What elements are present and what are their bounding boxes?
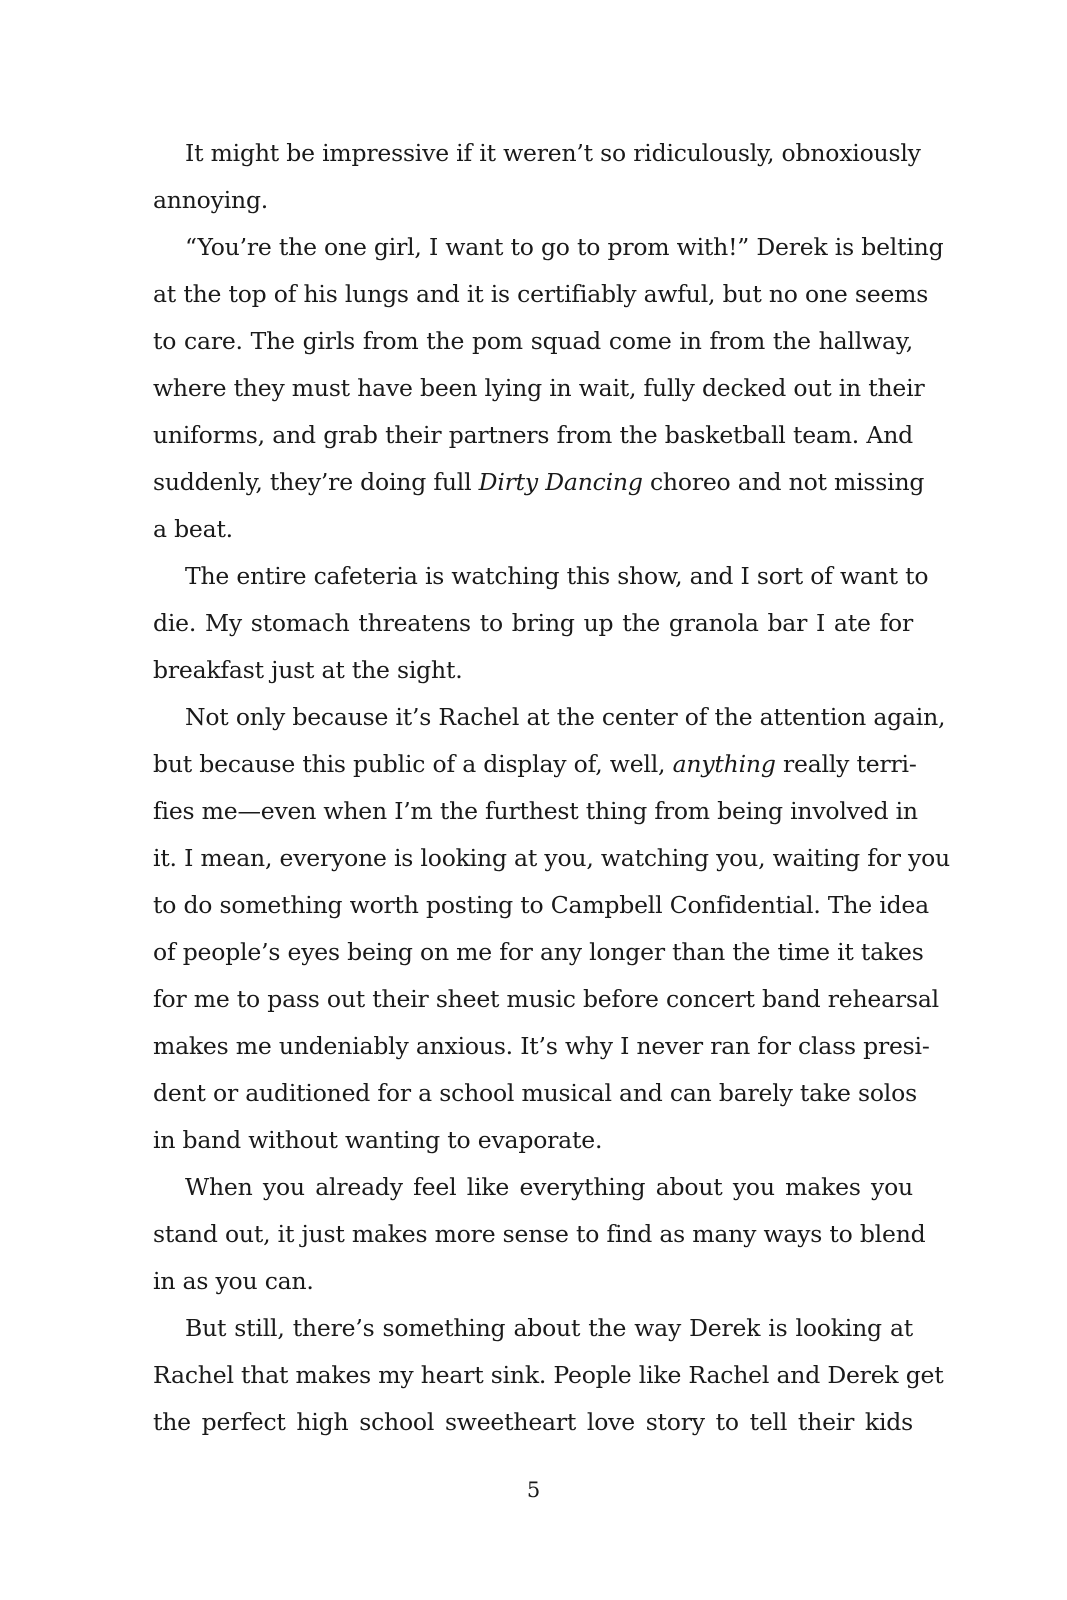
text-line: die. My stomach threatens to bring up the granola bar I ate for — [153, 609, 913, 637]
page-number: 5 — [526, 1478, 541, 1502]
italic-text: Dirty Dancing — [478, 468, 643, 496]
text-line: a beat. — [153, 515, 233, 543]
text-line: at the top of his lungs and it is certifiably awful, but no one seems — [153, 280, 929, 308]
text-line: Not only because it’s Rachel at the center of the attention again, — [185, 703, 946, 731]
text-segment: suddenly, they’re doing full — [153, 468, 479, 496]
text-line: dent or auditioned for a school musical and can barely take solos — [153, 1079, 917, 1107]
text-segment: choreo and not missing — [642, 468, 925, 496]
text-line — [153, 741, 917, 788]
text-line: stand out, it just makes more sense to find as many ways to blend — [153, 1220, 926, 1248]
text-line: breakfast just at the sight. — [153, 656, 463, 684]
italic-text: anything — [672, 750, 776, 778]
text-line: to care. The girls from the pom squad come in from the hallway, — [153, 327, 913, 355]
text-line: When you already feel like everything about you makes you — [185, 1173, 913, 1201]
text-line: Rachel that makes my heart sink. People like Rachel and Derek get — [153, 1361, 944, 1389]
text-segment: really terri- — [775, 750, 917, 778]
text-segment: but because this public of a display of, well, — [153, 750, 673, 778]
text-line: for me to pass out their sheet music before concert band rehearsal — [153, 985, 939, 1013]
text-line: uniforms, and grab their partners from the basketball team. And — [153, 421, 913, 449]
text-line: But still, there’s something about the way Derek is looking at — [185, 1314, 913, 1342]
text-line: makes me undeniably anxious. It’s why I never ran for class presi- — [153, 1032, 930, 1060]
text-line: annoying. — [153, 186, 269, 214]
body-text — [153, 130, 950, 1446]
text-line: “You’re the one girl, I want to go to prom with!” Derek is belting — [185, 233, 944, 261]
text-line: The entire cafeteria is watching this show, and I sort of want to — [185, 562, 929, 590]
text-line: in as you can. — [153, 1267, 314, 1295]
text-line: where they must have been lying in wait, fully decked out in their — [153, 374, 925, 402]
text-line: to do something worth posting to Campbell Confidential. The idea — [153, 891, 929, 919]
text-line: fies me—even when I’m the furthest thing from being involved in — [153, 797, 918, 825]
text-line: of people’s eyes being on me for any longer than the time it takes — [153, 938, 924, 966]
text-line: in band without wanting to evaporate. — [153, 1126, 603, 1154]
text-line: the perfect high school sweetheart love story to tell their kids — [153, 1408, 913, 1436]
text-line: It might be impressive if it weren’t so ridiculously, obnoxiously — [185, 139, 921, 167]
text-line — [153, 459, 925, 506]
text-line: it. I mean, everyone is looking at you, watching you, waiting for you — [153, 844, 950, 872]
